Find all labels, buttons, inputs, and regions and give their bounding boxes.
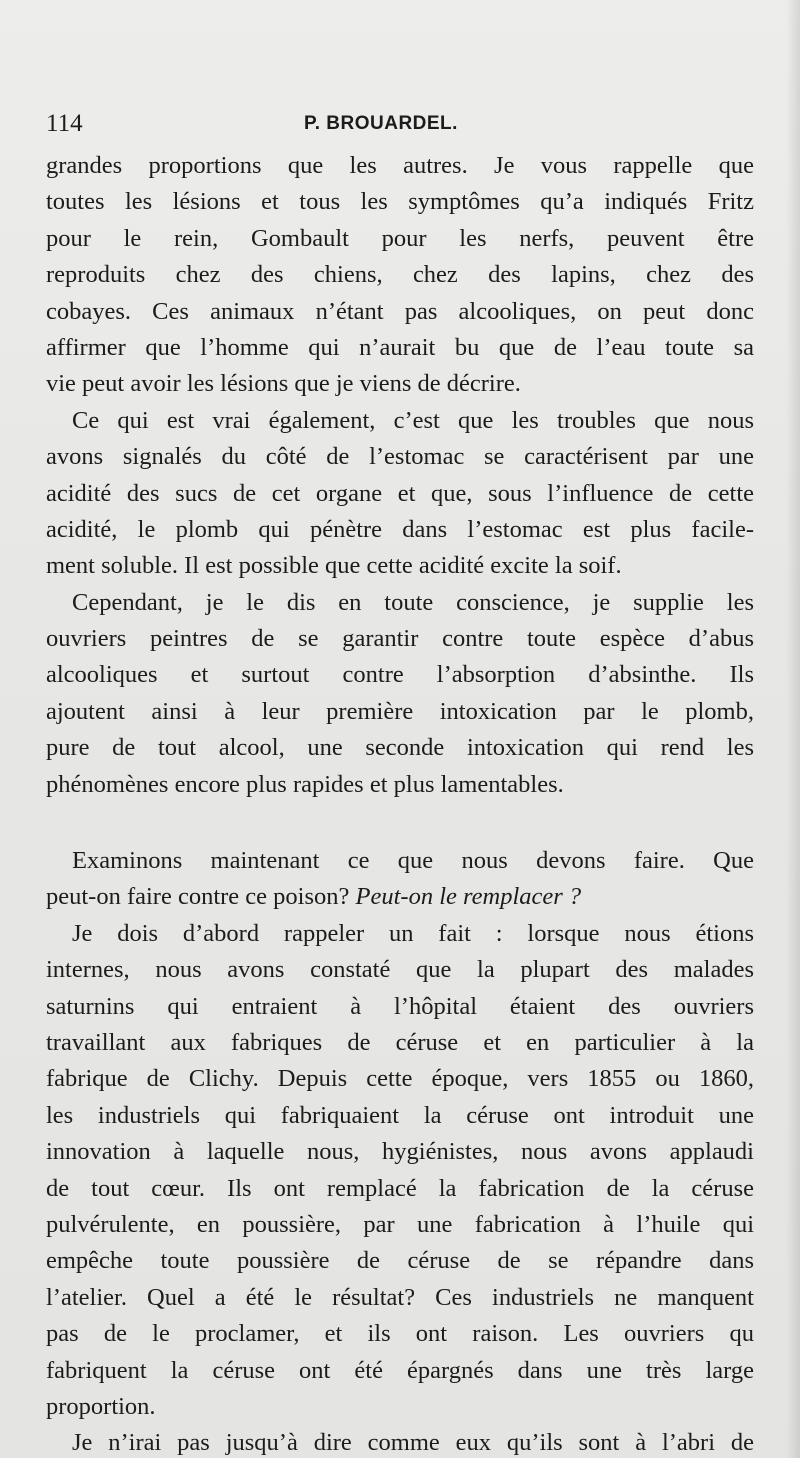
text-line: toutes les lésions et tous les symptômes qu’a indiqués Fritz — [46, 188, 754, 216]
text-line: ment soluble. Il est possible que cette acidité excite la soif. — [46, 552, 622, 580]
text-line: fabriquent la céruse ont été épargnés dans une très large — [46, 1356, 754, 1384]
page-edge-shadow — [786, 0, 800, 1458]
text-line: ajoutent ainsi à leur première intoxication par le plomb, — [46, 697, 754, 725]
text-line: Examinons maintenant ce que nous devons faire. Que — [72, 847, 754, 875]
text-line: saturnins qui entraient à l’hôpital étaient des ouvriers — [46, 992, 754, 1020]
text-line: proportion. — [46, 1392, 156, 1420]
italic-question: Peut-on le remplacer ? — [355, 883, 582, 911]
text-line: Je n’irai pas jusqu’à dire comme eux qu’ils sont à l’abri de — [72, 1429, 754, 1457]
text-line: pure de tout alcool, une seconde intoxication qui rend les — [46, 734, 754, 762]
running-head: P. BROUARDEL. — [304, 113, 458, 134]
text-line: acidité, le plomb qui pénètre dans l’estomac est plus facile- — [46, 515, 754, 543]
text-line: pour le rein, Gombault pour les nerfs, peuvent être — [46, 224, 754, 252]
text-line: de tout cœur. Ils ont remplacé la fabrication de la céruse — [46, 1174, 754, 1202]
text-line-start: peut-on faire contre ce poison? — [46, 883, 350, 911]
text-line: avons signalés du côté de l’estomac se caractérisent par une — [46, 443, 754, 471]
text-line: grandes proportions que les autres. Je vous rappelle que — [46, 152, 754, 179]
text-line: pas de le proclamer, et ils ont raison. Les ouvriers qu — [46, 1320, 754, 1348]
text-line: cobayes. Ces animaux n’étant pas alcooliques, on peut donc — [46, 297, 754, 325]
text-line: alcooliques et surtout contre l’absorption d’absinthe. Ils — [46, 661, 754, 689]
text-line: vie peut avoir les lésions que je viens de décrire. — [46, 370, 521, 398]
text-line: les industriels qui fabriquaient la céruse ont introduit une — [46, 1101, 754, 1129]
text-line: phénomènes encore plus rapides et plus lamentables. — [46, 770, 564, 798]
page-header — [46, 106, 766, 142]
text-line: reproduits chez des chiens, chez des lapins, chez des — [46, 261, 754, 289]
text-line: Je dois d’abord rappeler un fait : lorsque nous étions — [72, 919, 754, 947]
page-number: 114 — [46, 110, 83, 137]
text-line: empêche toute poussière de céruse de se répandre dans — [46, 1247, 754, 1275]
text-line: internes, nous avons constaté que la plupart des malades — [46, 956, 754, 984]
text-line: travaillant aux fabriques de céruse et en particulier à la — [46, 1028, 754, 1056]
text-line: l’atelier. Quel a été le résultat? Ces industriels ne manquent — [46, 1283, 754, 1311]
text-line: Cependant, je le dis en toute conscience, je supplie les — [72, 588, 754, 616]
body-text — [46, 148, 754, 1458]
text-line: ouvriers peintres de se garantir contre toute espèce d’abus — [46, 625, 754, 653]
text-line: innovation à laquelle nous, hygiénistes, nous avons applaudi — [46, 1138, 754, 1166]
paragraph-gap — [46, 803, 754, 843]
text-line: Ce qui est vrai également, c’est que les troubles que nous — [72, 406, 754, 434]
text-line: fabrique de Clichy. Depuis cette époque, vers 1855 ou 1860, — [46, 1065, 754, 1093]
text-line: pulvérulente, en poussière, par une fabrication à l’huile qui — [46, 1210, 754, 1238]
text-line — [46, 879, 754, 915]
text-line: acidité des sucs de cet organe et que, sous l’influence de cette — [46, 479, 754, 507]
text-line: affirmer que l’homme qui n’aurait bu que de l’eau toute sa — [46, 333, 754, 361]
